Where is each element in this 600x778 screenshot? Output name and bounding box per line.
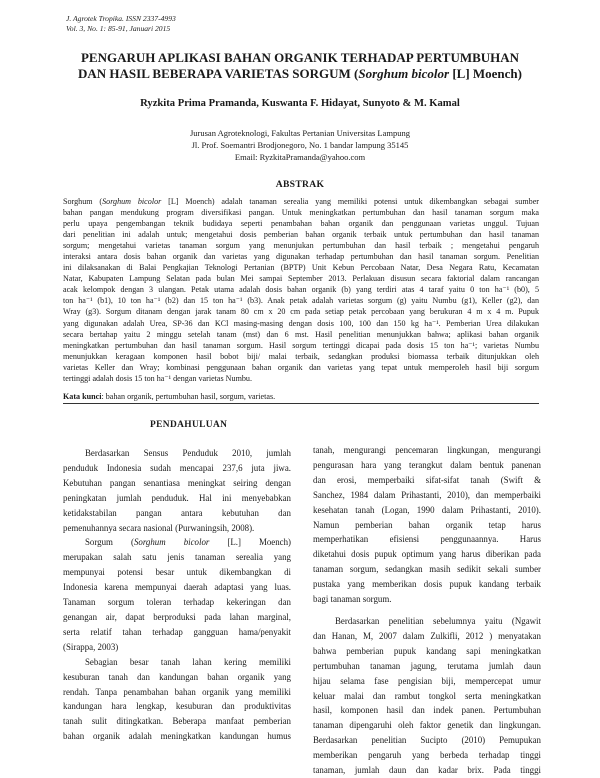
paragraph-line: pemenuhannya secara nasional (Purwaningsih, 2008). [63,522,255,533]
abstract-line: perlu upaya pengembangan teknik budidaya seperti penambahan bahan organik dan penggunaan varietas unggul. Tujuan [63,219,539,229]
affiliation-department: Jurusan Agroteknologi, Fakultas Pertanian Universitas Lampung [189,128,411,138]
abstract-line: dari penelitian ini adalah untuk; mengetahui dosis pemberian bahan organik terbaik untuk pertumbuhan dan hasil tanaman [63,230,539,240]
abstract-divider [63,403,539,404]
paragraph-line: bahwa pemberian pupuk kandang sapi meningkatkan [313,645,541,656]
paragraph-line: bahan organik adalah meningkatkan kandungan humus [63,731,291,742]
paragraph-line: Berdasarkan penelitian Sucipto (2010) Pemupukan [313,735,541,746]
abstract-line: menunjukkan keragaan komponen hasil bobot biji/ malai terbaik, sedangkan produksi biomassa terbaik ditunjukkan oleh [63,351,539,361]
paragraph-line: hasil, komponen hasil dan indek panen. Pertumbuhan [313,705,541,716]
abstract-line: secara bertahap yaitu 2 minggu setelah tanam (mst) dan 6 mst. Hasil penelitian menunjukkan bahwa; aplikasi bahan organik [63,329,539,339]
paragraph-line: Namun pemberian bahan organik tetap harus [313,519,541,530]
keywords-label: Kata kunci [63,392,102,401]
paragraph-line: Berdasarkan Sensus Penduduk 2010, jumlah [85,448,291,458]
title-line-1: PENGARUH APLIKASI BAHAN ORGANIK TERHADAP PERTUMBUHAN [80,50,520,65]
paragraph-gap [313,607,541,614]
abstract-line-last: tertinggi adalah dosis 15 ton ha⁻¹ dengan varietas Numbu. [63,373,252,383]
paragraph-line: Sorgum (Sorghum bicolor [L.] Moench) [85,537,292,548]
abstract-line: Wray (g3). Sorgum ditanam dengan jarak tanam 80 cm x 20 cm pada setiap petak percobaan yang berukuran 4 m x 4 m. Pupuk [63,307,539,317]
abstract-species: Sorghum bicolor [102,197,162,206]
abstract-line: Sorghum (Sorghum bicolor [L] Moench) adalah tanaman serealia yang memiliki potensi untuk dikembangkan sebagai sumber [63,197,539,206]
journal-issn: J. Agrotek Tropika. ISSN 2337-4993 [66,14,176,23]
paragraph-line: bagi tanaman sorgum. [313,594,392,605]
paragraph-line: Sebagian besar tanah lahan kering memiliki [85,656,291,667]
paragraph-line: peningkatan jumlah penduduk. Hal ini menyebabkan [63,492,291,503]
abstract-line: ini dilaksanakan di Balai Pengkajian Teknologi Pertanian (BPTP) Unit Kebun Percobaan Natar, Desa Negara Ratu, Kecamatan [63,263,539,273]
paragraph-line: pengurasan hara yang terangkut dalam bentuk panenan [313,459,541,470]
paragraph-line: kesuburan tanah dan kandungan bahan organik yang [63,671,291,682]
section-heading-pendahuluan: PENDAHULUAN [150,420,228,430]
paragraph-line: hijau selama fase pengisian biji, mempercepat umur [313,675,541,686]
paragraph-line: Indonesia karena mempunyai daerah adaptasi yang luas. [63,582,291,593]
paragraph-line: genangan air, dapat berproduksi pada lahan marginal, [63,611,291,622]
paragraph-line: keluar malai dan rambut tongkol serta meningkatkan [313,690,541,701]
paragraph-line: kandungan hara lengkap, kesuburan dan produktivitas [63,701,291,712]
paragraph-line: tanah, mengurangi pencemaran lingkungan, mengurangi [313,445,541,455]
abstract-line: ton ha⁻¹ (b1), 10 ton ha⁻¹ (b2) dan 15 ton ha⁻¹ (b3). Anak petak adalah varietas sorgum (g) yaitu Numbu (g1), Keller (g2), dan [63,296,539,306]
paragraph-line: Sanchez, 1984 dalam Prihastanti, 2010), dan memperbaiki [313,489,541,500]
paragraph-line: kesehatan tanah (Logan, 1990 dalam Prihastanti, 2010). [313,504,541,515]
paragraph-line: tanaman sorgum, sedangkan masih sedikit sekali sumber [313,564,541,575]
paragraph-line: Tanaman sorgum toleran terhadap kekeringan dan [63,597,291,608]
abstract-line: Natar, Kabupaten Lampung Selatan pada bulan Mei sampai September 2013. Perlakuan disusun secara faktorial dalam rancangan [63,274,539,284]
keywords [63,391,539,402]
paragraph-line: rendah. Tanpa penambahan bahan organik yang memiliki [63,686,291,697]
paragraph-line: dan erosi, memperbaiki sifat-sifat tanah (Swift & [313,474,541,485]
paragraph-line: tanaman, jumlah daun dan kadar brix. Pada tinggi [313,765,541,776]
affiliation-address: Jl. Prof. Soemantri Brodjonegoro, No. 1 bandar lampung 35145 [191,140,409,150]
left-column [63,446,291,744]
paragraph-line: memperhatikan efisiensi penggunaannya. Harus [313,534,541,545]
species-name: Sorghum bicolor [133,537,210,548]
paragraph-line: tanah sulit ditingkatkan. Beberapa manfaat pemberian [63,716,291,727]
abstract-line: interaksi antara dosis bahan organik dan varietas yang digunakan terhadap pertumbuhan dan hasil tanaman sorgum. Penelitian [63,252,539,262]
right-column [313,443,541,778]
paragraph-line: pertumbuhan tanaman jagung, terutama jumlah daun [313,660,541,671]
abstract-body [63,196,539,384]
affiliation [40,127,560,163]
author-list: Ryzkita Prima Pramanda, Kuswanta F. Hidayat, Sunyoto & M. Kamal [140,98,460,109]
paragraph-line: dan Hanan, M, 2007 dalam Zulkifli, 2012 ) menyatakan [313,630,541,641]
abstract-line: sorgum; mengetahui varietas tanaman sorgum yang menunjukan pertumbuhan dan hasil terbaik ; mengetahui pengaruh [63,241,539,251]
abstract-line: varietas Keller dan Wray; kombinasi penggunaan bahan organik dan varietas yang tepat untuk memperoleh hasil biji sorgum [63,362,539,372]
paragraph-line: diketahui dosis pupuk optimum yang harus diberikan pada [313,549,541,560]
paragraph-line: Kebutuhan pangan senantiasa meningkat seiring dengan [63,477,291,488]
paragraph-line: (Sirappa, 2003) [63,641,119,652]
abstract-line: bahan pangan mendukung program diversifikasi pangan. Untuk meningkatkan pertumbuhan dan hasil tanaman sorgum maka [63,208,539,218]
paragraph-line: ketidakstabilan pangan antara kebutuhan dan [63,507,291,518]
paragraph-line: mempunyai potensi besar untuk dikembangkan di [63,567,291,578]
paper-title [40,50,560,81]
abstract-heading: ABSTRAK [275,179,325,190]
abstract-line: meningkatkan pertumbuhan dan hasil tanaman sorgum. Hasil sorgum tertinggi dicapai pada dosis 15 ton ha⁻¹; varietas Numbu [63,340,539,350]
paragraph-line: tanaman dipengaruhi oleh faktor genetik dan lingkungan. [313,720,541,731]
journal-header [66,14,176,33]
title-species: Sorghum bicolor [358,65,450,81]
paragraph-line: Berdasarkan penelitian sebelumnya yaitu (Ngawit [335,615,541,626]
abstract-line: yang digunakan adalah Urea, SP-36 dan KCl masing-masing dengan dosis 100, 100 dan 150 kg ha⁻¹. Pemberian Urea dilakukan [63,318,539,328]
keywords-text: : bahan organik, pertumbuhan hasil, sorgum, varietas. [101,392,276,401]
paragraph-line: merupakan salah satu jenis tanaman serealia yang [63,552,291,563]
journal-volume: Vol. 3, No. 1: 85-91, Januari 2015 [66,23,171,33]
paragraph-line: penduduk Indonesia sudah mencapai 237,6 juta jiwa. [63,462,291,473]
paragraph-line: serta relatif tahan terhadap gangguan hama/penyakit [63,626,291,637]
affiliation-email[interactable]: Email: RyzkitaPramanda@yahoo.com [234,152,366,162]
abstract-line: acak kelompok dengan 3 ulangan. Petak utama adalah dosis bahan organik (b) yang terdiri atas 4 taraf yaitu 0 ton ha⁻¹ (b0), 5 [63,285,539,295]
title-line-2: DAN HASIL BEBERAPA VARIETAS SORGUM (Sorghum bicolor [L] Moench) [77,65,522,81]
paragraph-line: memberikan pengaruh yang berbeda terhadap tinggi [313,750,541,761]
paragraph-line: pustaka yang memberikan dosis pupuk kandang terbaik [313,579,541,590]
